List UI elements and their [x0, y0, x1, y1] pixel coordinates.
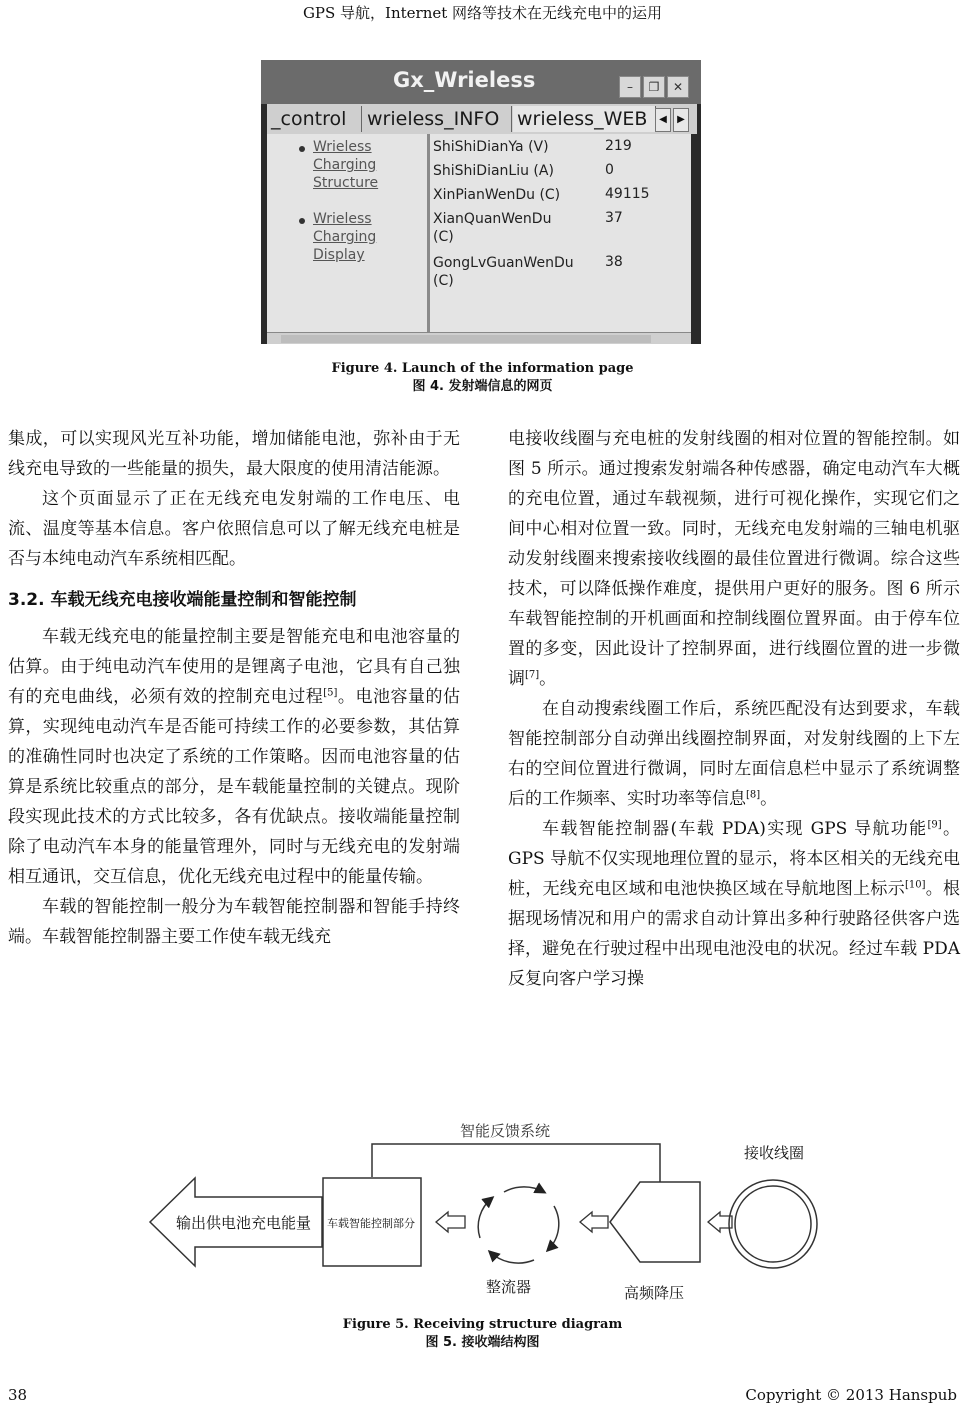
- param-name: XianQuanWenDu (C): [433, 211, 552, 245]
- citation[interactable]: [7]: [525, 669, 540, 681]
- scrollbar-thumb[interactable]: [281, 335, 651, 343]
- running-header: GPS 导航，Internet 网络等技术在无线充电中的运用: [302, 4, 663, 22]
- block-arrow: [580, 1212, 608, 1232]
- link-charging-structure[interactable]: Wrieless Charging Structure: [313, 139, 379, 191]
- output-label: 输出供电池充电能量: [176, 1214, 312, 1232]
- param-name: XinPianWenDu (C): [433, 187, 561, 203]
- paragraph: 车载智能控制器(车载 PDA)实现 GPS 导航功能[9]。GPS 导航不仅实现地理位置的显示，将本区相关的无线充电桩，无线充电区域和电池快换区域在导航地图上标示[10]。根据现场情况和用户的需求自动计算出多种行驶路径供客户选择，避免在行驶过程中出现电池没电的状况。经过车载 PDA 反复向客户学习操: [508, 819, 961, 989]
- block-arrow: [436, 1212, 465, 1232]
- param-value: 219: [605, 138, 632, 154]
- param-value: 38: [605, 254, 623, 270]
- rectifier-arc: [490, 1252, 534, 1263]
- window-content: [267, 134, 691, 332]
- step-down-shape: [610, 1182, 700, 1262]
- feedback-label: 智能反馈系统: [460, 1122, 551, 1140]
- step-down-label: 高频降压: [624, 1284, 685, 1302]
- figure-5-diagram: [140, 1120, 830, 1306]
- tab-wrieless-web[interactable]: wrieless_WEB: [513, 106, 656, 132]
- param-name: ShiShiDianYa (V): [433, 139, 549, 155]
- receiving-coil-inner: [735, 1186, 811, 1262]
- tab-scroll-left-icon[interactable]: ◀: [655, 108, 671, 132]
- figure-4-photo: [261, 60, 701, 344]
- citation[interactable]: [8]: [746, 789, 761, 801]
- rectifier-arc: [504, 1187, 544, 1192]
- link-charging-display[interactable]: Wrieless Charging Display: [313, 211, 377, 263]
- receiving-coil-outer: [729, 1180, 817, 1268]
- page-number: 38: [8, 1386, 28, 1404]
- param-value: 0: [605, 162, 614, 178]
- tab-wrieless-info[interactable]: wrieless_INFO: [363, 106, 512, 132]
- citation[interactable]: [5]: [323, 687, 338, 699]
- window-title: Gx_Wrieless: [393, 68, 536, 92]
- bullet-icon: [299, 146, 305, 152]
- bullet-icon: [299, 218, 305, 224]
- paragraph: 车载的智能控制一般分为车载智能控制器和智能手持终端。车载智能控制器主要工作使车载无线充: [8, 897, 460, 947]
- rectifier-label: 整流器: [486, 1278, 532, 1296]
- paragraph: 在自动搜索线圈工作后，系统匹配没有达到要求，车载智能控制部分自动弹出线圈控制界面，对发射线圈的上下左右的空间位置进行微调，同时左面信息栏中显示了系统调整后的工作频率、实时功率等信息[8]。: [508, 699, 960, 809]
- paragraph: 电接收线圈与充电桩的发射线圈的相对位置的智能控制。如图 5 所示。通过搜索发射端各种传感器，确定电动汽车大概的充电位置，通过车载视频，进行可视化操作，实现它们之间中心相对位置一致。同时，无线充电发射端的三轴电机驱动发射线圈来搜索接收线圈的最佳位置进行微调。综合这些技术，可以降低操作难度，提供用户更好的服务。图 6 所示车载智能控制的开机画面和控制线圈位置界面。由于停车位置的多变，因此设计了控制界面，进行线圈位置的进一步微调[7]。: [508, 429, 960, 689]
- caption-cn: 图 4. 发射端信息的网页: [412, 379, 553, 394]
- citation[interactable]: [10]: [904, 879, 926, 891]
- minimize-icon[interactable]: –: [619, 76, 641, 98]
- feedback-line: [372, 1144, 660, 1182]
- param-name: ShiShiDianLiu (A): [433, 163, 554, 179]
- window-titlebar: [261, 60, 701, 104]
- figure-5-caption: [0, 1316, 965, 1352]
- link-pane: [267, 134, 427, 332]
- tab-control[interactable]: _control: [267, 106, 362, 132]
- close-icon[interactable]: ✕: [667, 76, 689, 98]
- rectifier-arc: [548, 1206, 559, 1250]
- coil-label: 接收线圈: [744, 1144, 805, 1162]
- caption-cn: 图 5. 接收端结构图: [425, 1335, 540, 1350]
- paragraph: 车载无线充电的能量控制主要是智能充电和电池容量的估算。由于纯电动汽车使用的是锂离子电池，它具有自己独有的充电曲线，必须有效的控制充电过程[5]。电池容量的估算，实现纯电动汽车是否能可持续工作的必要参数，其估算的准确性同时也决定了系统的工作策略。因而电池容量的估算是系统比较重点的部分，是车载能量控制的关键点。现阶段实现此技术的方式比较多，各有优缺点。接收端能量控制除了电动汽车本身的能量管理外，同时与无线充电的发射端相互通讯，交互信息，优化无线充电过程中的能量传输。: [8, 627, 461, 887]
- figure-4-caption: [0, 360, 965, 396]
- copyright: Copyright © 2013 Hanspub: [745, 1386, 957, 1404]
- paragraph: 这个页面显示了正在无线充电发射端的工作电压、电流、温度等基本信息。客户依照信息可以了解无线充电桩是否与本纯电动汽车系统相匹配。: [8, 489, 460, 569]
- citation[interactable]: [9]: [927, 819, 942, 831]
- caption-en: Figure 4. Launch of the information page: [331, 361, 634, 376]
- paragraph: 集成，可以实现风光互补功能，增加储能电池，弥补由于无线充电导致的一些能量的损失，最大限度的使用清洁能源。: [8, 429, 460, 479]
- section-heading: 3.2. 车载无线充电接收端能量控制和智能控制: [8, 590, 357, 610]
- left-column: [8, 424, 460, 952]
- pane-divider[interactable]: [427, 134, 430, 332]
- tab-bar: [267, 104, 697, 134]
- caption-en: Figure 5. Receiving structure diagram: [342, 1317, 623, 1332]
- param-name: GongLvGuanWenDu (C): [433, 255, 574, 289]
- controller-label: 车载智能控制部分: [327, 1217, 415, 1230]
- param-value: 37: [605, 210, 623, 226]
- rectifier-arc: [478, 1198, 492, 1238]
- horizontal-scrollbar[interactable]: [267, 332, 691, 344]
- param-value: 49115: [605, 186, 650, 202]
- maximize-icon[interactable]: ❐: [643, 76, 665, 98]
- tab-scroll-right-icon[interactable]: ▶: [673, 108, 689, 132]
- right-column: [508, 424, 960, 994]
